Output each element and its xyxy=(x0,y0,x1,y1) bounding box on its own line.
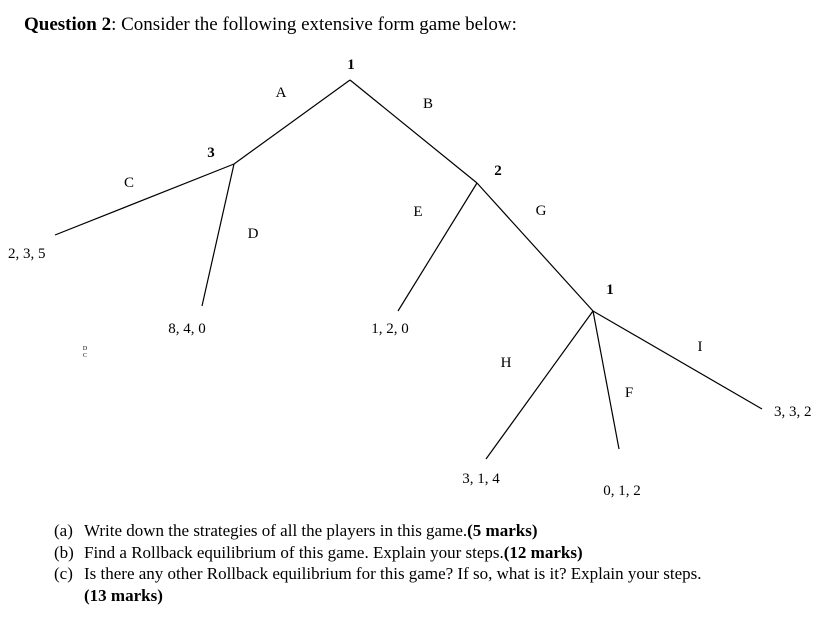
payoff-C: 2, 3, 5 xyxy=(8,246,46,262)
node-label-lower1: 1 xyxy=(606,282,614,298)
game-tree-edges xyxy=(55,80,762,459)
node-label-player2: 2 xyxy=(494,163,502,179)
action-label-H: H xyxy=(500,355,512,371)
question-list xyxy=(54,520,702,606)
question-item-b xyxy=(54,542,702,564)
action-label-D: D xyxy=(247,226,259,242)
question-item-a xyxy=(54,520,702,542)
action-label-B: B xyxy=(422,96,434,112)
question-text-a: Write down the strategies of all the players in this game. xyxy=(84,521,468,540)
action-label-I: I xyxy=(697,339,703,355)
node-label-player3: 3 xyxy=(207,145,215,161)
edge-H xyxy=(486,311,593,459)
edge-C xyxy=(55,164,234,235)
action-label-G: G xyxy=(535,203,547,219)
node-label-root: 1 xyxy=(347,57,355,73)
question-text-c: Is there any other Rollback equilibrium for this game? If so, what is it? Explain your steps. xyxy=(84,564,702,583)
edge-D xyxy=(202,164,234,306)
question-text-b: Find a Rollback equilibrium of this game. Explain your steps. xyxy=(84,542,504,562)
stray-mark-c: C xyxy=(82,353,88,359)
question-marks-b: (12 marks) xyxy=(503,542,583,562)
question-prompt: : Consider the following extensive form game below: xyxy=(111,14,517,35)
question-label-b: (b) xyxy=(54,542,74,562)
question-label-a: (a) xyxy=(54,521,73,540)
question-marks-a: (5 marks) xyxy=(467,521,538,540)
question-label-c: (c) xyxy=(54,564,73,583)
edge-I xyxy=(593,311,762,409)
payoff-F: 0, 1, 2 xyxy=(603,483,641,499)
edge-E xyxy=(398,183,477,311)
payoff-D: 8, 4, 0 xyxy=(168,321,206,337)
action-label-F: F xyxy=(624,385,634,401)
action-label-E: E xyxy=(413,204,423,220)
action-label-A: A xyxy=(275,85,287,101)
edge-B xyxy=(350,80,477,183)
payoff-E: 1, 2, 0 xyxy=(371,321,409,337)
question-marks-c-row xyxy=(54,585,702,607)
edge-F xyxy=(593,311,619,449)
question-item-c xyxy=(54,563,702,585)
payoff-I: 3, 3, 2 xyxy=(774,404,812,420)
question-marks-c: (13 marks) xyxy=(84,585,163,605)
edge-A xyxy=(234,80,350,164)
payoff-H: 3, 1, 4 xyxy=(462,471,500,487)
stray-mark-d: D xyxy=(82,346,88,352)
question-number: Question 2 xyxy=(24,14,112,35)
action-label-C: C xyxy=(123,175,135,191)
